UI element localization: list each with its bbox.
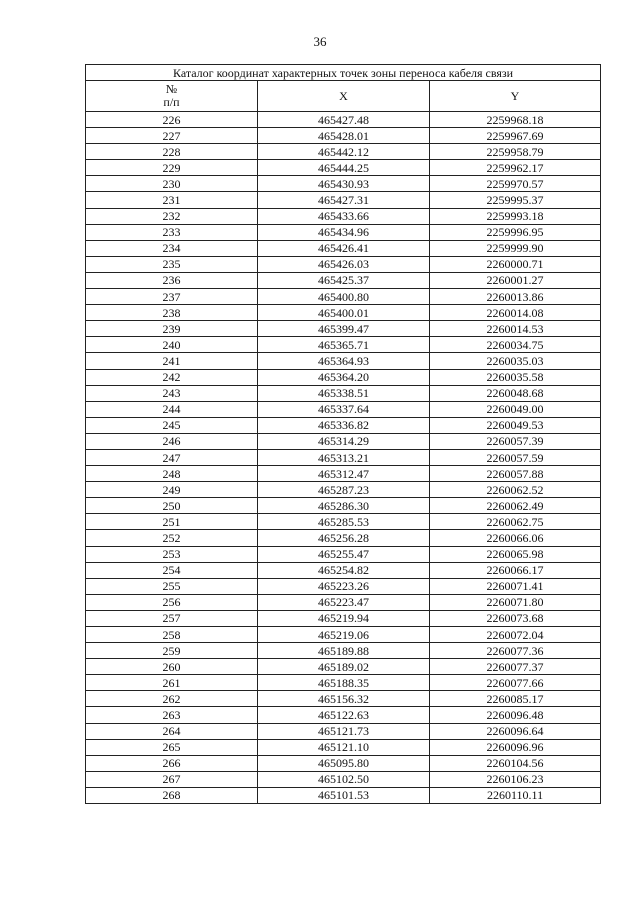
cell-point-number: 227 (86, 128, 258, 144)
column-header-number-line1: № (165, 82, 178, 96)
cell-y: 2260096.96 (430, 739, 601, 755)
table-row (86, 385, 601, 401)
table-row (86, 401, 601, 417)
cell-x: 465427.48 (258, 112, 430, 128)
table-row (86, 305, 601, 321)
cell-x: 465400.01 (258, 305, 430, 321)
cell-y: 2259962.17 (430, 160, 601, 176)
cell-y: 2259967.69 (430, 128, 601, 144)
table-row (86, 498, 601, 514)
cell-y: 2260048.68 (430, 385, 601, 401)
cell-point-number: 267 (86, 771, 258, 787)
table-row (86, 755, 601, 771)
cell-point-number: 234 (86, 240, 258, 256)
table-row (86, 466, 601, 482)
cell-x: 465189.02 (258, 659, 430, 675)
table-row (86, 128, 601, 144)
cell-point-number: 257 (86, 610, 258, 626)
cell-x: 465121.10 (258, 739, 430, 755)
cell-point-number: 240 (86, 337, 258, 353)
column-header-number-line2: п/п (163, 95, 180, 109)
cell-point-number: 245 (86, 417, 258, 433)
table-header-row (86, 81, 601, 112)
cell-y: 2260013.86 (430, 289, 601, 305)
table-row (86, 562, 601, 578)
table-row (86, 627, 601, 643)
cell-x: 465434.96 (258, 224, 430, 240)
cell-point-number: 237 (86, 289, 258, 305)
table-row (86, 691, 601, 707)
cell-x: 465313.21 (258, 449, 430, 465)
cell-y: 2260073.68 (430, 610, 601, 626)
column-header-number (86, 81, 258, 112)
cell-x: 465188.35 (258, 675, 430, 691)
cell-x: 465287.23 (258, 482, 430, 498)
cell-x: 465337.64 (258, 401, 430, 417)
table-row (86, 659, 601, 675)
cell-x: 465122.63 (258, 707, 430, 723)
table-row (86, 240, 601, 256)
cell-y: 2260066.06 (430, 530, 601, 546)
cell-point-number: 244 (86, 401, 258, 417)
cell-x: 465101.53 (258, 787, 430, 803)
cell-point-number: 253 (86, 546, 258, 562)
cell-y: 2260085.17 (430, 691, 601, 707)
cell-y: 2260071.41 (430, 578, 601, 594)
cell-y: 2259995.37 (430, 192, 601, 208)
cell-y: 2260072.04 (430, 627, 601, 643)
cell-x: 465364.93 (258, 353, 430, 369)
table-row (86, 112, 601, 128)
cell-point-number: 264 (86, 723, 258, 739)
cell-point-number: 265 (86, 739, 258, 755)
cell-x: 465286.30 (258, 498, 430, 514)
cell-point-number: 252 (86, 530, 258, 546)
cell-x: 465121.73 (258, 723, 430, 739)
cell-y: 2260077.37 (430, 659, 601, 675)
cell-point-number: 246 (86, 433, 258, 449)
table-row (86, 337, 601, 353)
cell-point-number: 239 (86, 321, 258, 337)
cell-x: 465399.47 (258, 321, 430, 337)
cell-x: 465364.20 (258, 369, 430, 385)
cell-x: 465433.66 (258, 208, 430, 224)
cell-x: 465156.32 (258, 691, 430, 707)
cell-y: 2260000.71 (430, 256, 601, 272)
cell-y: 2260106.23 (430, 771, 601, 787)
coordinate-catalog-table (85, 64, 601, 804)
table-title: Каталог координат характерных точек зоны переноса кабеля связи (86, 65, 601, 81)
cell-point-number: 233 (86, 224, 258, 240)
cell-point-number: 236 (86, 272, 258, 288)
cell-y: 2260057.39 (430, 433, 601, 449)
cell-y: 2259999.90 (430, 240, 601, 256)
table-row (86, 787, 601, 803)
table-row (86, 610, 601, 626)
cell-x: 465095.80 (258, 755, 430, 771)
cell-point-number: 255 (86, 578, 258, 594)
cell-point-number: 232 (86, 208, 258, 224)
cell-y: 2259968.18 (430, 112, 601, 128)
table-row (86, 417, 601, 433)
cell-x: 465256.28 (258, 530, 430, 546)
cell-point-number: 247 (86, 449, 258, 465)
cell-point-number: 261 (86, 675, 258, 691)
cell-x: 465425.37 (258, 272, 430, 288)
cell-point-number: 258 (86, 627, 258, 643)
cell-point-number: 248 (86, 466, 258, 482)
cell-y: 2260096.48 (430, 707, 601, 723)
cell-y: 2260014.08 (430, 305, 601, 321)
cell-x: 465102.50 (258, 771, 430, 787)
table-row (86, 707, 601, 723)
cell-y: 2260065.98 (430, 546, 601, 562)
cell-x: 465444.25 (258, 160, 430, 176)
cell-x: 465427.31 (258, 192, 430, 208)
table-row (86, 530, 601, 546)
table-row (86, 449, 601, 465)
table-row (86, 643, 601, 659)
cell-x: 465312.47 (258, 466, 430, 482)
cell-x: 465430.93 (258, 176, 430, 192)
column-header-y: Y (430, 81, 601, 112)
cell-y: 2260057.59 (430, 449, 601, 465)
cell-x: 465219.06 (258, 627, 430, 643)
cell-y: 2260035.03 (430, 353, 601, 369)
table-row (86, 192, 601, 208)
cell-point-number: 231 (86, 192, 258, 208)
cell-x: 465219.94 (258, 610, 430, 626)
table-row (86, 321, 601, 337)
cell-x: 465428.01 (258, 128, 430, 144)
table-row (86, 176, 601, 192)
cell-y: 2260071.80 (430, 594, 601, 610)
cell-point-number: 259 (86, 643, 258, 659)
cell-x: 465365.71 (258, 337, 430, 353)
cell-y: 2259970.57 (430, 176, 601, 192)
table-row (86, 723, 601, 739)
cell-y: 2260034.75 (430, 337, 601, 353)
cell-x: 465338.51 (258, 385, 430, 401)
cell-y: 2260096.64 (430, 723, 601, 739)
cell-x: 465442.12 (258, 144, 430, 160)
cell-x: 465336.82 (258, 417, 430, 433)
table-row (86, 433, 601, 449)
table-row (86, 578, 601, 594)
cell-y: 2260077.36 (430, 643, 601, 659)
cell-y: 2260001.27 (430, 272, 601, 288)
cell-y: 2260049.53 (430, 417, 601, 433)
cell-y: 2260110.11 (430, 787, 601, 803)
table-row (86, 256, 601, 272)
cell-y: 2259993.18 (430, 208, 601, 224)
table-row (86, 739, 601, 755)
cell-y: 2260014.53 (430, 321, 601, 337)
table-row (86, 594, 601, 610)
table-row (86, 224, 601, 240)
cell-y: 2259996.95 (430, 224, 601, 240)
cell-x: 465426.41 (258, 240, 430, 256)
table-row (86, 160, 601, 176)
table-row (86, 208, 601, 224)
cell-point-number: 263 (86, 707, 258, 723)
table-row (86, 482, 601, 498)
cell-point-number: 228 (86, 144, 258, 160)
table-row (86, 675, 601, 691)
column-header-x: X (258, 81, 430, 112)
cell-point-number: 226 (86, 112, 258, 128)
cell-y: 2259958.79 (430, 144, 601, 160)
cell-y: 2260057.88 (430, 466, 601, 482)
cell-x: 465285.53 (258, 514, 430, 530)
cell-y: 2260062.49 (430, 498, 601, 514)
table-row (86, 289, 601, 305)
cell-point-number: 251 (86, 514, 258, 530)
cell-y: 2260049.00 (430, 401, 601, 417)
table-row (86, 272, 601, 288)
cell-x: 465254.82 (258, 562, 430, 578)
cell-point-number: 242 (86, 369, 258, 385)
cell-x: 465255.47 (258, 546, 430, 562)
cell-y: 2260077.66 (430, 675, 601, 691)
table-row (86, 546, 601, 562)
cell-point-number: 241 (86, 353, 258, 369)
cell-point-number: 230 (86, 176, 258, 192)
table-row (86, 369, 601, 385)
cell-point-number: 254 (86, 562, 258, 578)
cell-point-number: 266 (86, 755, 258, 771)
cell-point-number: 238 (86, 305, 258, 321)
cell-y: 2260035.58 (430, 369, 601, 385)
cell-point-number: 249 (86, 482, 258, 498)
table-row (86, 771, 601, 787)
cell-point-number: 260 (86, 659, 258, 675)
table-title-row (86, 65, 601, 81)
cell-y: 2260104.56 (430, 755, 601, 771)
cell-point-number: 243 (86, 385, 258, 401)
cell-point-number: 229 (86, 160, 258, 176)
cell-x: 465314.29 (258, 433, 430, 449)
page-number: 36 (313, 34, 327, 49)
cell-x: 465426.03 (258, 256, 430, 272)
table-row (86, 514, 601, 530)
cell-point-number: 262 (86, 691, 258, 707)
cell-y: 2260066.17 (430, 562, 601, 578)
cell-point-number: 256 (86, 594, 258, 610)
table-row (86, 144, 601, 160)
cell-x: 465400.80 (258, 289, 430, 305)
table-row (86, 353, 601, 369)
cell-y: 2260062.75 (430, 514, 601, 530)
cell-point-number: 250 (86, 498, 258, 514)
table-body (86, 65, 601, 804)
cell-y: 2260062.52 (430, 482, 601, 498)
cell-x: 465189.88 (258, 643, 430, 659)
cell-point-number: 268 (86, 787, 258, 803)
cell-x: 465223.47 (258, 594, 430, 610)
cell-point-number: 235 (86, 256, 258, 272)
cell-x: 465223.26 (258, 578, 430, 594)
